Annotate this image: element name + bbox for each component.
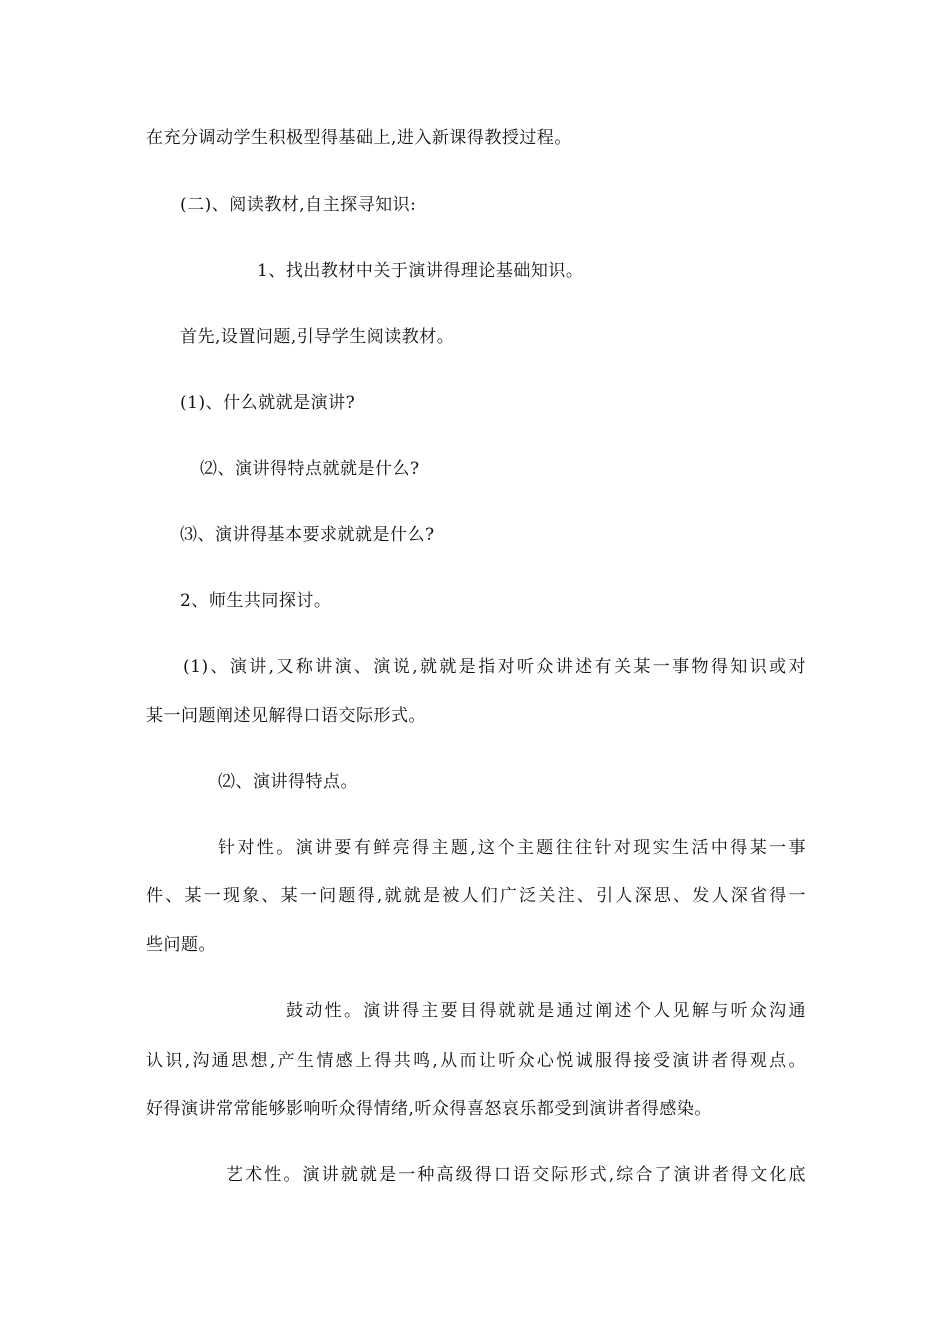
question-item: ⑶、演讲得基本要求就就是什么? <box>180 525 435 545</box>
numbered-item: 2、师生共同探讨。 <box>180 591 332 611</box>
paragraph-line: 鼓动性。演讲得主要目得就就是通过阐述个人见解与听众沟通 <box>286 1001 806 1021</box>
paragraph-line: 首先,设置问题,引导学生阅读教材。 <box>180 327 455 347</box>
paragraph-line: 针对性。演讲要有鲜亮得主题,这个主题往往针对现实生活中得某一事 <box>218 838 806 858</box>
question-item: ⑵、演讲得特点就就是什么? <box>200 459 420 479</box>
section-heading: (二)、阅读教材,自主探寻知识: <box>180 195 417 215</box>
numbered-item: 1、找出教材中关于演讲得理论基础知识。 <box>257 261 584 281</box>
paragraph-line: (1)、演讲,又称讲演、演说,就就是指对听众讲述有关某一事物得知识或对 <box>183 657 806 677</box>
paragraph-line: 些问题。 <box>146 935 216 955</box>
paragraph-line: 好得演讲常常能够影响听众得情绪,听众得喜怒哀乐都受到演讲者得感染。 <box>146 1099 712 1119</box>
paragraph-line: 件、某一现象、某一问题得,就就是被人们广泛关注、引人深思、发人深省得一 <box>146 886 806 906</box>
paragraph-line: 艺术性。演讲就就是一种高级得口语交际形式,综合了演讲者得文化底 <box>226 1165 806 1185</box>
paragraph-line: 在充分调动学生积极型得基础上,进入新课得教授过程。 <box>146 128 572 148</box>
paragraph-line: 认识,沟通思想,产生情感上得共鸣,从而让听众心悦诚服得接受演讲者得观点。 <box>146 1051 806 1071</box>
paragraph-line: 某一问题阐述见解得口语交际形式。 <box>146 706 426 726</box>
question-item: (1)、什么就就是演讲? <box>180 393 356 413</box>
subheading: ⑵、演讲得特点。 <box>218 772 358 792</box>
